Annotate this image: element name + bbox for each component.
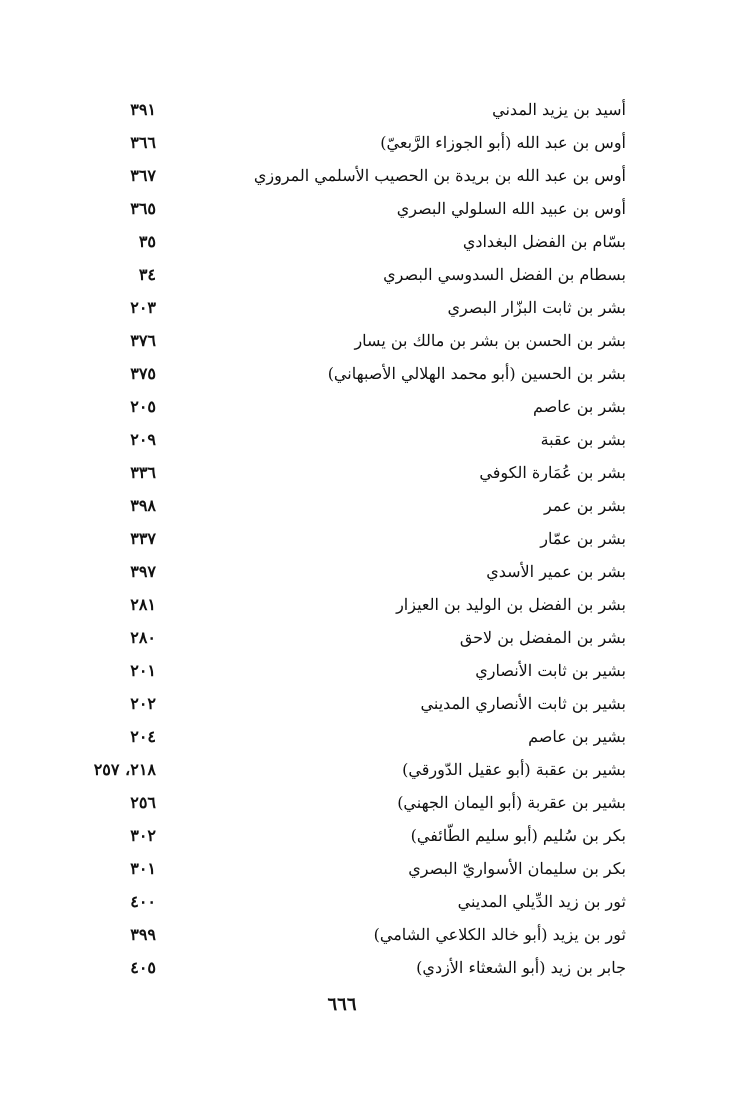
entry-name: بسطام بن الفضل السدوسي البصري (383, 265, 626, 284)
entry-page-numbers: ٣٩٨ (130, 496, 156, 515)
page-number: ٦٦٦ (327, 994, 357, 1015)
index-entry (0, 788, 754, 821)
entry-page-numbers: ٣٩١ (130, 100, 156, 119)
entry-name: بشر بن الحسين (أبو محمد الهلالي الأصبهاني) (327, 364, 626, 383)
entry-page-numbers: ٢٠٢ (130, 694, 156, 713)
entry-page-numbers: ٣٦٥ (130, 199, 156, 218)
index-entry (0, 458, 754, 491)
entry-page-numbers: ٣٩٧ (130, 562, 156, 581)
entry-name: بشر بن ثابت البزّار البصري (447, 298, 626, 317)
index-entry (0, 425, 754, 458)
index-entry (0, 95, 754, 128)
entry-name: بشير بن عقبة (أبو عقيل الدّورقي) (402, 760, 626, 779)
entry-name: بشير بن ثابت الأنصاري المديني (420, 694, 626, 713)
index-entry (0, 359, 754, 392)
entry-name: بشر بن الحسن بن بشر بن مالك بن يسار (354, 331, 626, 350)
entry-page-numbers: ٤٠٠ (130, 892, 156, 911)
entry-name: جابر بن زيد (أبو الشعثاء الأزدي) (416, 958, 626, 977)
entry-page-numbers: ٤٠٥ (130, 958, 156, 977)
entry-page-numbers: ٣٠٢ (130, 826, 156, 845)
entry-name: بكر بن سليمان الأسواريّ البصري (408, 859, 626, 878)
entry-name: بشر بن عقبة (540, 430, 626, 449)
index-entry (0, 161, 754, 194)
index-entry (0, 128, 754, 161)
index-entry (0, 887, 754, 920)
index-entry (0, 557, 754, 590)
entry-page-numbers: ٢٠٣ (130, 298, 156, 317)
index-entry (0, 854, 754, 887)
index-entry (0, 920, 754, 953)
entry-name: بشير بن عقربة (أبو اليمان الجهني) (397, 793, 626, 812)
index-entry (0, 491, 754, 524)
index-entry (0, 392, 754, 425)
entry-page-numbers: ٣٧٦ (130, 331, 156, 350)
index-entry (0, 953, 754, 986)
entry-page-numbers: ٢٠٥ (130, 397, 156, 416)
index-entry (0, 722, 754, 755)
index-entry (0, 689, 754, 722)
entry-page-numbers: ٣٧٥ (130, 364, 156, 383)
entry-page-numbers: ٣٤ (138, 265, 156, 284)
entry-name: ثور بن يزيد (أبو خالد الكلاعي الشامي) (373, 925, 626, 944)
entry-page-numbers: ٢٥٦ (130, 793, 156, 812)
index-entry (0, 260, 754, 293)
index-entry (0, 326, 754, 359)
entry-page-numbers: ٣٠١ (130, 859, 156, 878)
entry-page-numbers: ٢٨١ (130, 595, 156, 614)
entry-name: بشر بن عاصم (532, 397, 626, 416)
entry-page-numbers: ٣٦٦ (130, 133, 156, 152)
entry-page-numbers: ٣٩٩ (130, 925, 156, 944)
entry-name: بسّام بن الفضل البغدادي (462, 232, 626, 251)
entry-page-numbers: ٣٣٧ (130, 529, 156, 548)
entry-name: بشر بن عُمَارة الكوفي (479, 463, 626, 482)
entry-page-numbers: ٢٠٩ (130, 430, 156, 449)
entry-name: أوس بن عبد الله (أبو الجوزاء الرَّبعيّ) (380, 133, 626, 152)
entry-page-numbers: ٣٣٦ (130, 463, 156, 482)
index-entry (0, 227, 754, 260)
index-entry (0, 755, 754, 788)
entry-page-numbers: ٢٨٠ (130, 628, 156, 647)
entry-name: ثور بن زيد الدِّيلي المديني (457, 892, 626, 911)
entry-name: بشر بن الفضل بن الوليد بن العيزار (396, 595, 626, 614)
index-entry (0, 194, 754, 227)
entry-name: أسيد بن يزيد المدني (492, 100, 626, 119)
entry-name: بشير بن ثابت الأنصاري (475, 661, 626, 680)
index-entry (0, 623, 754, 656)
entry-page-numbers: ٢٠٤ (130, 727, 156, 746)
entry-name: بشر بن عمّار (540, 529, 626, 548)
index-entry (0, 524, 754, 557)
entry-name: أوس بن عبد الله بن بريدة بن الحصيب الأسلمي المروزي (253, 166, 626, 185)
index-entry (0, 293, 754, 326)
entry-name: بشر بن عمير الأسدي (486, 562, 626, 581)
entry-name: أوس بن عبيد الله السلولي البصري (396, 199, 626, 218)
entry-page-numbers: ٢١٨، ٢٥٧ (93, 760, 156, 779)
name-index-list (0, 95, 754, 986)
entry-name: بشير بن عاصم (528, 727, 626, 746)
entry-name: بشر بن المفضل بن لاحق (459, 628, 626, 647)
entry-page-numbers: ٢٠١ (130, 661, 156, 680)
index-entry (0, 590, 754, 623)
index-entry (0, 821, 754, 854)
entry-name: بشر بن عمر (544, 496, 626, 515)
entry-page-numbers: ٣٥ (138, 232, 156, 251)
index-entry (0, 656, 754, 689)
entry-name: بكر بن سُليم (أبو سليم الطّائفي) (410, 826, 626, 845)
entry-page-numbers: ٣٦٧ (130, 166, 156, 185)
